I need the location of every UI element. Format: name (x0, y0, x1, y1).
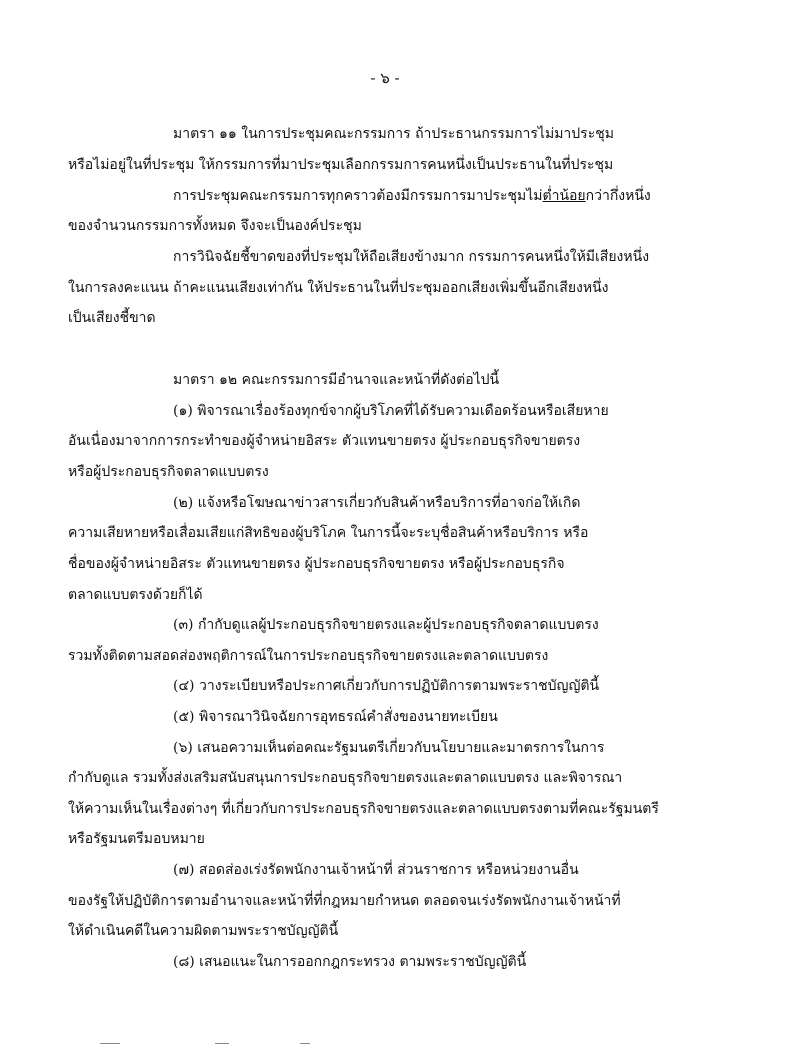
section-12-item-3-line-1: (๓) กำกับดูแลผู้ประกอบธุรกิจขายตรงและผู้ประกอบธุรกิจตลาดแบบตรง (173, 617, 599, 633)
section-12-item-6-line-2: กำกับดูแล รวมทั้งส่งเสริมสนับสนุนการประกอบธุรกิจขายตรงและตลาดแบบตรง และพิจารณา (68, 770, 623, 786)
section-12-item-7-line-3: ให้ดำเนินคดีในความผิดตามพระราชบัญญัตินี้ (68, 923, 339, 939)
section-11-line-7: เป็นเสียงชี้ขาด (68, 310, 156, 326)
section-12-item-6-line-3: ให้ความเห็นในเรื่องต่างๆ ที่เกี่ยวกับการประกอบธุรกิจขายตรงและตลาดแบบตรงตามที่คณะรัฐมนตรี (68, 801, 659, 817)
scan-artifact (215, 1043, 229, 1044)
scan-artifact (300, 1043, 310, 1044)
scan-artifact (100, 1043, 120, 1044)
section-12-item-8-line-1: (๘) เสนอแนะในการออกกฎกระทรวง ตามพระราชบัญญัตินี้ (173, 954, 527, 970)
section-11-line-6: ในการลงคะแนน ถ้าคะแนนเสียงเท่ากัน ให้ประธานในที่ประชุมออกเสียงเพิ่มขึ้นอีกเสียงหนึ่ง (68, 280, 609, 296)
section-11-line-5: การวินิจฉัยชี้ขาดของที่ประชุมให้ถือเสียงข้างมาก กรรมการคนหนึ่งให้มีเสียงหนึ่ง (173, 249, 650, 265)
section-11-line-4: ของจำนวนกรรมการทั้งหมด จึงจะเป็นองค์ประชุม (68, 218, 362, 234)
section-11-line-3 (173, 186, 651, 206)
section-12-item-4-line-1: (๔) วางระเบียบหรือประกาศเกี่ยวกับการปฏิบัติการตามพระราชบัญญัตินี้ (173, 678, 600, 694)
section-12-item-2-line-3: ชื่อของผู้จำหน่ายอิสระ ตัวแทนขายตรง ผู้ประกอบธุรกิจขายตรง หรือผู้ประกอบธุรกิจ (68, 556, 565, 572)
section-11-line-2: หรือไม่อยู่ในที่ประชุม ให้กรรมการที่มาประชุมเลือกกรรมการคนหนึ่งเป็นประธานในที่ประชุม (68, 157, 614, 173)
page-number: - ๖ - (370, 69, 400, 87)
section-11-line-1: มาตรา ๑๑ ในการประชุมคณะกรรมการ ถ้าประธานกรรมการไม่มาประชุม (173, 126, 614, 142)
section-11-line-3-part-a: การประชุมคณะกรรมการทุกคราวต้องมีกรรมการมาประชุมไม่ (173, 188, 543, 204)
section-12-item-2-line-1: (๒) แจ้งหรือโฆษณาข่าวสารเกี่ยวกับสินค้าหรือบริการที่อาจก่อให้เกิด (173, 495, 581, 511)
section-12-heading: มาตรา ๑๒ คณะกรรมการมีอำนาจและหน้าที่ดังต่อไปนี้ (173, 372, 500, 388)
section-12-item-1-line-3: หรือผู้ประกอบธุรกิจตลาดแบบตรง (68, 464, 269, 480)
section-11-line-3-part-c: กว่ากึ่งหนึ่ง (585, 188, 651, 204)
section-12-item-2-line-2: ความเสียหายหรือเสื่อมเสียแก่สิทธิของผู้บริโภค ในการนี้จะระบุชื่อสินค้าหรือบริการ หรือ (68, 525, 589, 541)
section-12-item-1-line-1: (๑) พิจารณาเรื่องร้องทุกข์จากผู้บริโภคที่ได้รับความเดือดร้อนหรือเสียหาย (173, 403, 609, 419)
section-12-item-3-line-2: รวมทั้งติดตามสอดส่องพฤติการณ์ในการประกอบธุรกิจขายตรงและตลาดแบบตรง (68, 648, 549, 664)
section-12-item-6-line-4: หรือรัฐมนตรีมอบหมาย (68, 831, 205, 847)
section-12-item-6-line-1: (๖) เสนอความเห็นต่อคณะรัฐมนตรีเกี่ยวกับนโยบายและมาตรการในการ (173, 740, 605, 756)
section-12-item-1-line-2: อันเนื่องมาจากการกระทำของผู้จำหน่ายอิสระ ตัวแทนขายตรง ผู้ประกอบธุรกิจขายตรง (68, 433, 581, 449)
section-12-item-5-line-1: (๕) พิจารณาวินิจฉัยการอุทธรณ์คำสั่งของนายทะเบียน (173, 709, 498, 725)
section-12-item-7-line-2: ของรัฐให้ปฏิบัติการตามอำนาจและหน้าที่ที่กฎหมายกำหนด ตลอดจนเร่งรัดพนักงานเจ้าหน้าที่ (68, 893, 621, 909)
section-12-item-7-line-1: (๗) สอดส่องเร่งรัดพนักงานเจ้าหน้าที่ ส่วนราชการ หรือหน่วยงานอื่น (173, 862, 579, 878)
section-12-item-2-line-4: ตลาดแบบตรงด้วยก็ได้ (68, 587, 203, 603)
section-11-line-3-underlined: ต่ำน้อย (542, 188, 586, 204)
